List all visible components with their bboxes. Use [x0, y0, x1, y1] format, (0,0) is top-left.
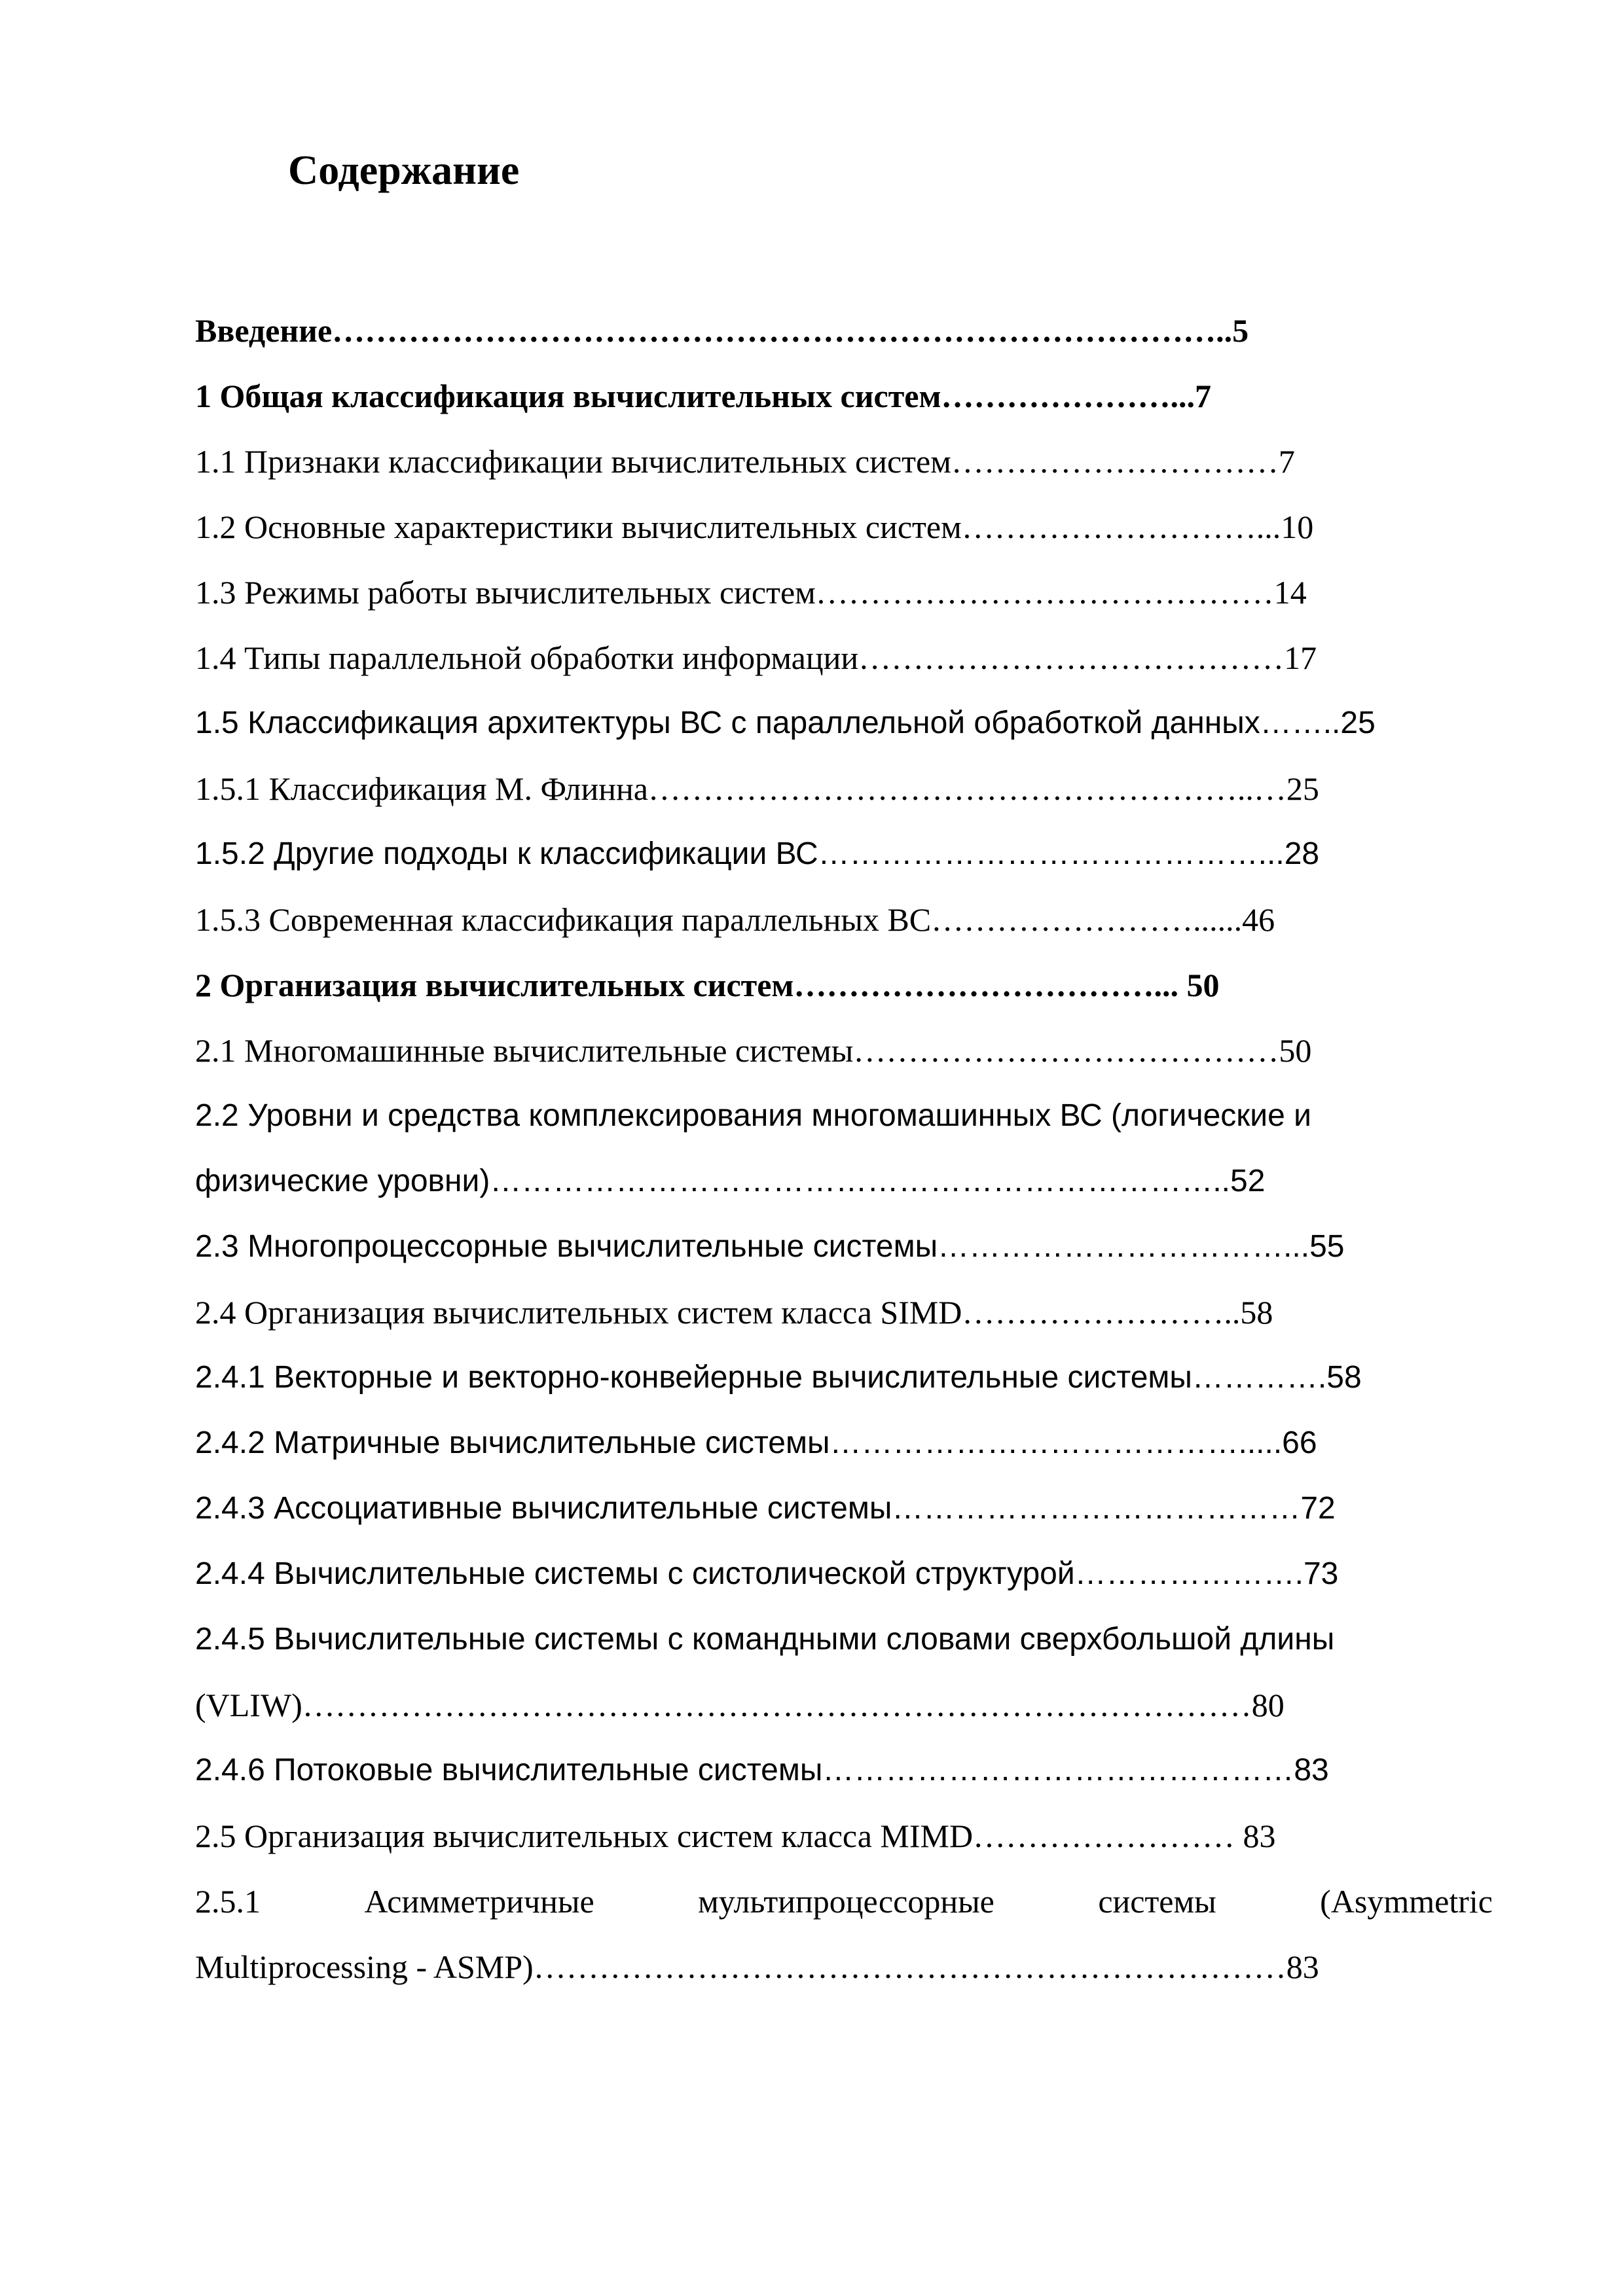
toc-entry-2-5-1-line-2: Multiprocessing - ASMP)……………………………………………………………83	[195, 1948, 1319, 1985]
word: системы	[1098, 1883, 1216, 1920]
toc-entry-2-4-5-line-2: (VLIW)……………………………………………………………………………80	[195, 1687, 1285, 1723]
toc-entry-chapter-1: 1 Общая классификация вычислительных систем…………………...7	[195, 378, 1212, 414]
toc-entry-1-3: 1.3 Режимы работы вычислительных систем……………………………………14	[195, 574, 1307, 611]
toc-entry-1-5: 1.5 Классификация архитектуры ВС с параллельной обработкой данных……..25	[195, 706, 1376, 740]
word: (Asymmetric	[1320, 1883, 1493, 1920]
toc-entry-2-4-3: 2.4.3 Ассоциативные вычислительные системы…………………………………72	[195, 1491, 1336, 1526]
toc-entry-intro: Введение………………………………………………………………………..5	[195, 312, 1249, 349]
toc-entry-2-4: 2.4 Организация вычислительных систем класса SIMD……………………..58	[195, 1294, 1273, 1331]
table-of-contents	[195, 298, 1493, 2000]
toc-entry-2-4-4: 2.4.4 Вычислительные системы с систолической структурой………………….73	[195, 1556, 1339, 1591]
toc-entry-2-4-1: 2.4.1 Векторные и векторно-конвейерные вычислительные системы………….58	[195, 1360, 1362, 1395]
toc-entry-2-2-line-1: 2.2 Уровни и средства комплексирования многомашинных ВС (логические и	[195, 1098, 1311, 1133]
word: Асимметричные	[364, 1883, 594, 1920]
toc-entry-2-4-2: 2.4.2 Матричные вычислительные системы………………………………….....66	[195, 1426, 1317, 1460]
toc-entry-2-4-6: 2.4.6 Потоковые вычислительные системы………………………………………83	[195, 1753, 1329, 1787]
toc-entry-chapter-2: 2 Организация вычислительных систем……………………………... 50	[195, 967, 1220, 1003]
toc-entry-2-1: 2.1 Многомашинные вычислительные системы…………………………………50	[195, 1032, 1312, 1069]
toc-entry-2-3: 2.3 Многопроцессорные вычислительные системы……………………………...55	[195, 1229, 1345, 1264]
page-title: Содержание	[288, 147, 520, 193]
toc-entry-1-5-1: 1.5.1 Классификация М. Флинна………………………………………………..…25	[195, 770, 1319, 807]
toc-entry-2-5: 2.5 Организация вычислительных систем класса MIMD…………………… 83	[195, 1818, 1276, 1854]
toc-entry-1-2: 1.2 Основные характеристики вычислительных систем………………………...10	[195, 509, 1314, 545]
toc-entry-1-5-2: 1.5.2 Другие подходы к классификации ВС……………………………………...28	[195, 836, 1320, 871]
toc-entry-2-2-line-2: физические уровни)……………………………………………………………..52	[195, 1164, 1266, 1198]
toc-entry-1-1: 1.1 Признаки классификации вычислительных систем…………………………7	[195, 443, 1295, 480]
toc-entry-2-5-1-line-1	[195, 1869, 1493, 1934]
toc-entry-1-4: 1.4 Типы параллельной обработки информации…………………………………17	[195, 639, 1317, 676]
toc-entry-2-4-5-line-1: 2.4.5 Вычислительные системы с командными словами сверхбольшой длины	[195, 1622, 1335, 1657]
word: 2.5.1	[195, 1883, 261, 1920]
word: мультипроцессорные	[698, 1883, 994, 1920]
toc-entry-1-5-3: 1.5.3 Современная классификация параллельных ВС……………………......46	[195, 901, 1275, 938]
